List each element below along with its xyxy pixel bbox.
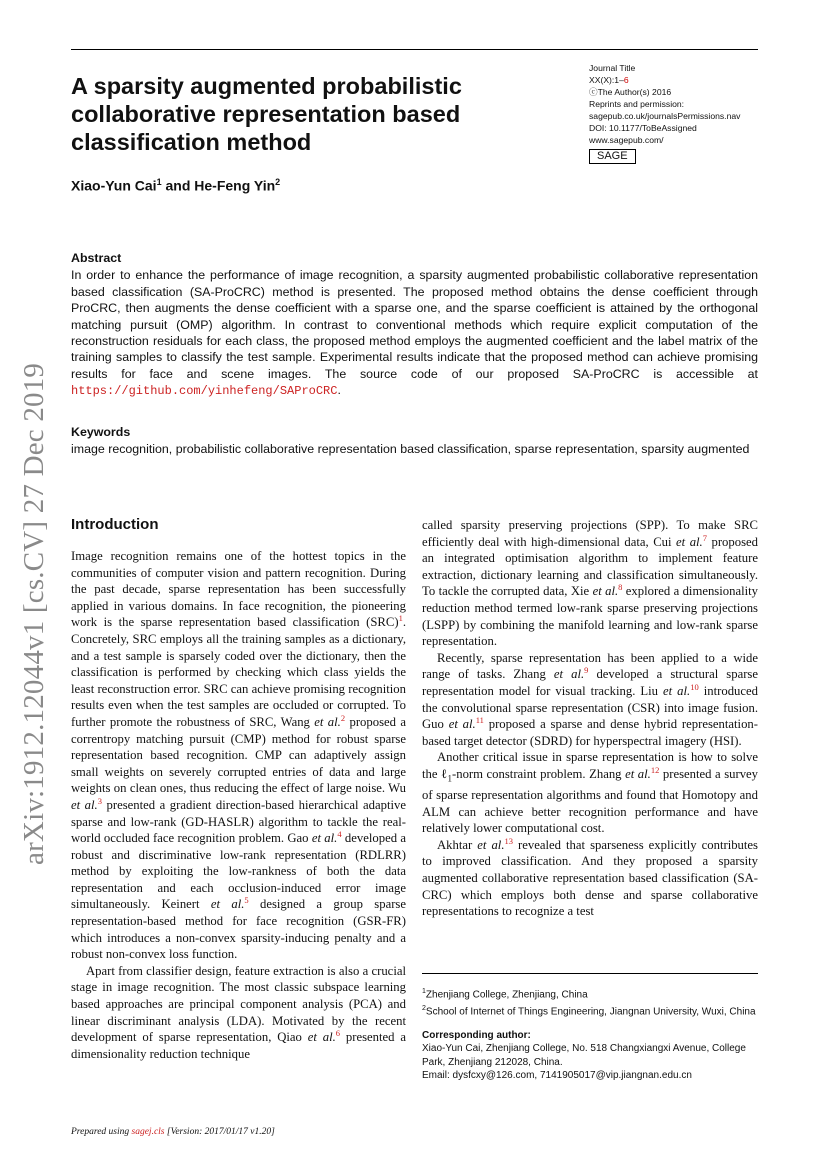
paper-title: A sparsity augmented probabilistic collaborative representation based classification method [71,73,462,155]
keywords-heading: Keywords [71,425,131,439]
left-column [71,515,406,1062]
author-name: Xiao-Yun Cai [71,177,157,194]
reprints-label: Reprints and permission: [589,99,685,109]
doi: DOI: 10.1177/ToBeAssigned [589,123,697,133]
author-list [71,177,280,194]
corresponding-author-heading: Corresponding author: [422,1029,531,1041]
journal-info [589,62,769,164]
corresponding-author-email: Email: dysfcxy@126.com, 7141905017@vip.jiangnan.edu.cn [422,1070,692,1082]
intro-paragraph-2: Apart from classifier design, feature extraction is also a crucial stage in image recognition. The most classic subspace learning based approaches are principal component analysis (PCA) and linear discriminant analysis (LDA). Motivated by the recent development of sparse representation, Qiao et al.$^6$ presented a dimensionality reduction technique [71,963,406,1061]
citation-link[interactable]: 7 [702,532,707,543]
intro-paragraph-4: Recently, sparse representation has been applied to a wide range of tasks. Zhang et al.$^9$ developed a structural sparse representation model for visual tracking. Liu et al.$^{10}$ introduced the convolutional sparse representation (CSR) into image fusion. Guo et al.$^{11}$ proposed a sparse and dense hybrid representation-based target detector (SDRD) for hyperspectral imagery (HSI). [422,650,758,748]
affiliation-2: $^2$School of Internet of Things Engineering, Jiangnan University, Wuxi, China [422,1004,756,1018]
citation-link[interactable]: 6 [335,1027,341,1038]
citation-link[interactable]: 13 [504,835,513,846]
keywords-text: image recognition, probabilistic collaborative representation based classification, sparse representation, sparsity augmented [71,442,750,457]
source-code-link[interactable]: https://github.com/yinhefeng/SAProCRC [71,384,338,399]
author-affiliation-marker: 2 [275,177,281,187]
journal-volume: XX(X):1–6 [589,75,629,85]
citation-link[interactable]: 2 [340,712,346,723]
citation-link[interactable]: 3 [97,795,102,806]
citation-link[interactable]: 8 [618,582,623,593]
page-footer: Prepared using sagej.cls [Version: 2017/01/17 v1.20] [71,1127,275,1137]
cls-link[interactable]: sagej.cls [131,1127,165,1137]
intro-paragraph-3: called sparsity preserving projections (SPP). To make SRC efficiently deal with high-dimensional data, Cui et al.$^7$ proposed an integrated optimisation algorithm to implement feature extraction, dictionary learning and classification simultaneously. To tackle the corrupted data, Xie et al.$^8$ explored a dimensionality reduction method termed low-rank sparse preserving projections (LSPP) by combining the manifold learning and low-rank sparse representation. [422,518,759,649]
citation-link[interactable]: 11 [475,714,484,725]
footnote-rule [422,973,758,974]
author-affiliation-marker: 1 [156,177,162,187]
intro-paragraph-5: Another critical issue in sparse representation is how to solve the ℓ$_1$-norm constraint problem. Zhang et al.$^{12}$ presented a survey of sparse representation algorithms and found that Homotopy and ALM can achieve better recognition performance and have relatively lower computational cost. [422,750,759,836]
citation-link[interactable]: 4 [337,828,342,839]
sage-logo: SAGE [589,149,636,164]
citation-link[interactable]: 9 [584,665,589,676]
copyright-notice: ⓒThe Author(s) 2016 [589,87,672,97]
keywords-section [71,424,758,458]
abstract-section [71,250,758,400]
footnotes [422,985,762,1083]
author-separator: and [161,177,195,194]
top-rule [71,49,758,50]
abstract-heading: Abstract [71,251,122,265]
abstract-text: In order to enhance the performance of image recognition, a sparsity augmented probabilistic collaborative representation based classification (SA-ProCRC) method is presented. The proposed method obtains the dense coefficient through ProCRC, then augments the dense coefficient with a sparse one, and the sparse coefficient is attained by the orthogonal matching pursuit (OMP) algorithm. In contrast to conventional methods which require explicit computation of the reconstruction residuals for each class, the proposed method employs the augmented coefficient and the label matrix of the training samples to classify the test sample. Experimental results indicate that the proposed method can achieve promising results for face and scene images. The source code of our proposed SA-ProCRC is accessible at https://github.com/yinhefeng/SAProCRC. [71,268,758,399]
right-column [422,517,758,920]
citation-link[interactable]: 1 [398,613,403,624]
permissions-url: sagepub.co.uk/journalsPermissions.nav [589,111,741,121]
publisher-website: www.sagepub.com/ [589,135,664,145]
intro-paragraph-1: Image recognition remains one of the hottest topics in the communities of computer vision and pattern recognition. During the past decade, sparse representation has been successfully applied in various domains. In face recognition, the pioneering work is the sparse representation based classification (SRC)$^1$. Concretely, SRC employs all the training samples as a dictionary, and a test sample is sparsely coded over the dictionary, then the classification is performed by checking which class yields the least reconstruction error. SRC can achieve promising recognition results even when the test samples are occluded or corrupted. To further promote the robustness of SRC, Wang et al.$^2$ proposed a correntropy matching pursuit (CMP) method for robust sparse representation based recognition. CMP can adaptively assign small weights on severely corrupted entries of data and large weights on clean ones, thus reducing the effect of large noise. Wu et al.$^3$ presented a gradient direction-based hierarchical adaptive sparse and low-rank (GD-HASLR) algorithm to tackle the real-world occluded face recognition problem. Gao et al.$^4$ developed a robust and discriminative low-rank representation (RDLRR) method by exploiting the low-rankness of both the data representation and each occlusion-induced error image simultaneously. Keinert et al.$^5$ designed a group sparse representation-based method for face recognition (GSR-FR) which introduces a non-convex sparsity-inducing penalty and a robust non-convex loss function. [71,549,407,962]
intro-paragraph-6: Akhtar et al.$^{13}$ revealed that sparseness explicitly contributes to improved classification. And they proposed a sparsity augmented collaborative representation based classification (SA-CRC) which employs both dense and sparse collaborative representations to recognize a test [422,835,758,919]
citation-link[interactable]: 10 [690,681,699,692]
page-end-link[interactable]: 6 [623,75,629,85]
author-name: He-Feng Yin [194,177,276,194]
citation-link[interactable]: 12 [650,764,660,775]
corresponding-author-address: Xiao-Yun Cai, Zhenjiang College, No. 518 Changxiangxi Avenue, College Park, Zhenjiang 212028, China. [422,1043,746,1068]
introduction-heading: Introduction [71,516,159,533]
citation-link[interactable]: 5 [244,895,249,906]
journal-title: Journal Title [589,63,636,73]
affiliation-1: $^1$Zhenjiang College, Zhenjiang, China [422,988,588,1001]
arxiv-identifier: arXiv:1912.12044v1 [cs.CV] 27 Dec 2019 [18,362,50,865]
